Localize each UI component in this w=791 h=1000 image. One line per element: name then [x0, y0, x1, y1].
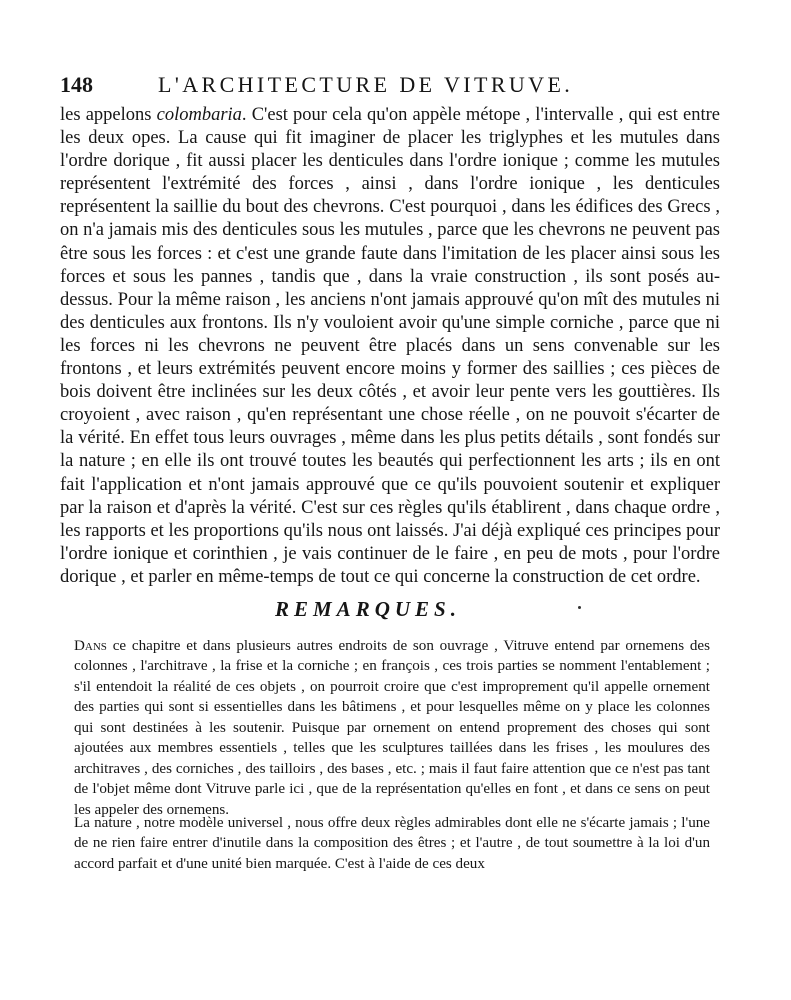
- remark-paragraph-1: [74, 636, 710, 820]
- main-text-start: les appelons: [60, 105, 157, 125]
- print-speck: [578, 606, 581, 609]
- page-header: [60, 72, 635, 100]
- remark-paragraph-1-text: ce chapitre et dans plusieurs autres endroits de son ouvrage , Vitruve entend par ornemens des colonnes , l'architrave , la frise et la corniche ; en françois , ces trois parties se nomment l'entablement ; s'il entendoit la réalité de ces objets , on pourroit croire que c'est improprement qu'il appelle ornement des parties qui sont si essentielles dans les bâtimens , et pour lesquelles même on y place les colonnes qui sont destinées à les soutenir. Puisque par ornement on entend proprement des choses qui sont ajoutées aux membres essentiels , telles que les sculptures taillées dans les frises , les moulures des architraves , des corniches , des tailloirs , des bases , etc. ; mais il faut faire attention que ce n'est pas tant de l'objet même dont Vitruve parle ici , que de la représentation qu'elles en font , et dans ce sens on peut les appeler des ornemens.: [74, 638, 710, 818]
- running-title: L'ARCHITECTURE DE VITRUVE.: [158, 72, 574, 97]
- italic-term: colombaria: [156, 105, 242, 125]
- remark-paragraph-2: La nature , notre modèle universel , nous offre deux règles admirables dont elle ne s'écarte jamais ; l'une de ne rien faire entrer d'inutile dans la composition des êtres ; et l'autre , de tout soumettre à la loi d'un accord parfait et d'une unité bien marquée. C'est à l'aide de ces deux: [74, 815, 710, 872]
- remark-first-word: Dans: [74, 638, 107, 654]
- main-text-rest: . C'est pour cela qu'on appèle métope , l'intervalle , qui est entre les deux opes. La cause qui fit imaginer de placer les triglyphes et les mutules dans l'ordre dorique , fit aussi placer les denticules dans l'ordre ionique ; comme les mutules représentent l'extrémité des forces , ainsi , dans l'ordre ionique , les denticules représentent la saillie du bout des chevrons. C'est pourquoi , dans les édifices des Grecs , on n'a jamais mis des denticules sous les mutules , parce que les chevrons ne peuvent pas être sous les forces : et c'est une grande faute dans l'imitation de les placer ainsi sous les forces et sous les pannes , tandis que , dans la vraie construction , ils sont posés au-dessus. Pour la même raison , les anciens n'ont jamais approuvé qu'on mît des mutules ni des denticules aux frontons. Ils n'y vouloient avoir qu'une simple corniche , parce que ni les forces ni les chevrons ne peuvent être placés dans un sens convenable sur les frontons , et leurs extrémités peuvent encore moins y former des saillies ; ces pièces de bois doivent être inclinées sur les deux côtés , et avoir leur pente vers les gouttières. Ils croyoient , avec raison , qu'en représentant une chose réelle , on ne pouvoit s'écarter de la vérité. En effet tous leurs ouvrages , même dans les plus petits détails , sont fondés sur la nature ; en elle ils ont trouvé toutes les beautés qui perfectionnent les arts ; ils en ont fait l'application et n'ont jamais approuvé que ce qu'ils pouvoient soutenir et expliquer par la raison et d'après la vérité. C'est sur ces règles qu'ils établirent , dans chaque ordre , les rapports et les proportions qu'ils nous ont laissés. J'ai déjà expliqué ces principes pour l'ordre ionique et corinthien , je vais continuer de le faire , en peu de mots , pour l'ordre dorique , et parler en même-temps de tout ce qui concerne la construction de cet ordre.: [60, 105, 720, 587]
- remarques-heading: REMARQUES.: [275, 597, 461, 621]
- main-text: [60, 104, 720, 589]
- page-number: 148: [60, 72, 93, 97]
